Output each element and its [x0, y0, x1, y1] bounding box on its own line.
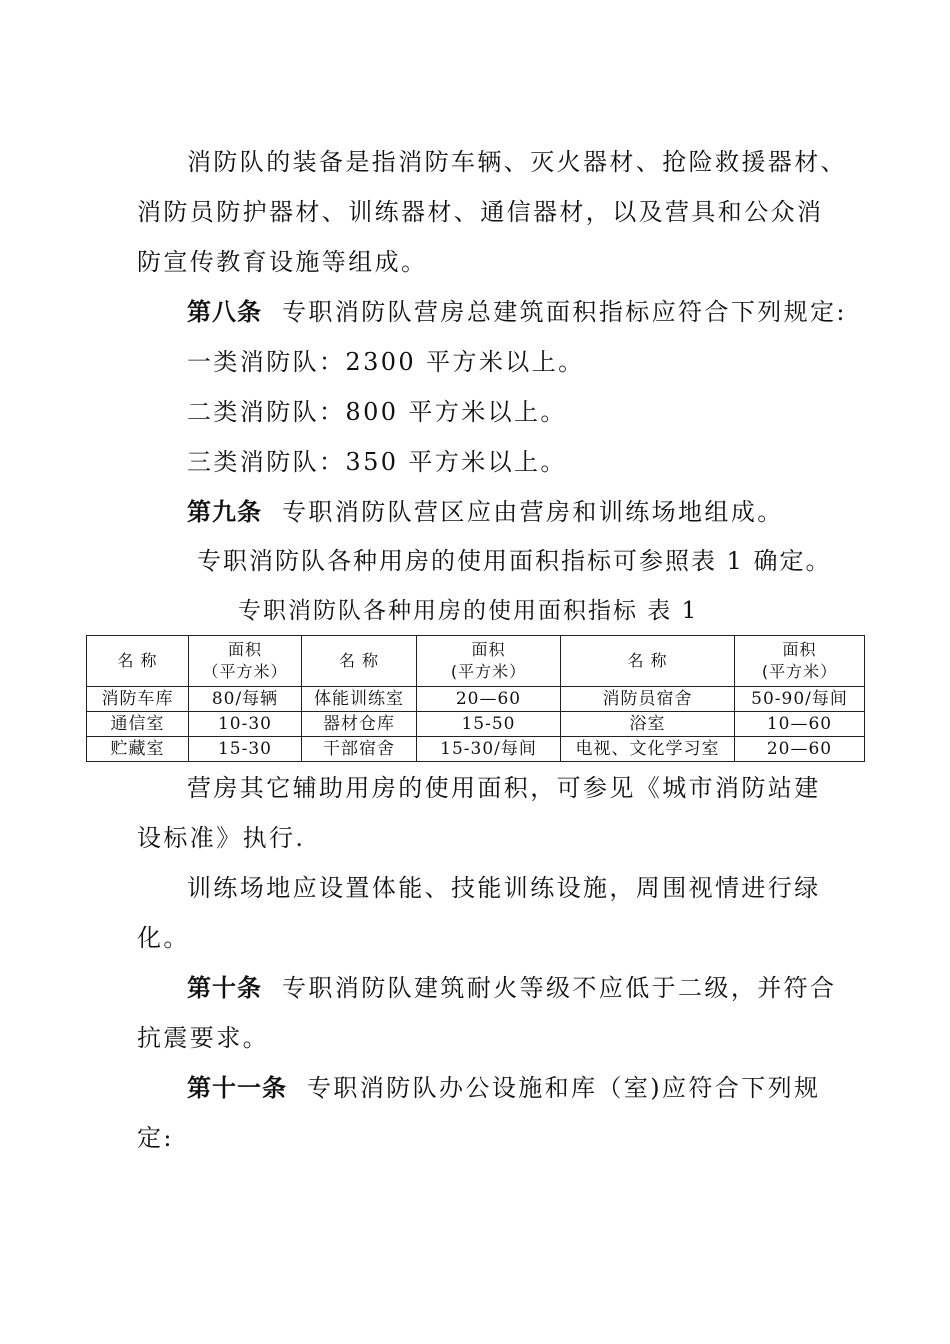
article-heading: 第八条 [187, 298, 262, 326]
table-cell: 电视、文化学习室 [561, 737, 735, 762]
paragraph-line: 训练场地应设置体能、技能训练设施，周围视情进行绿 [187, 874, 821, 902]
article-text: 专职消防队营区应由营房和训练场地组成。 [282, 498, 784, 526]
table-header-row [87, 636, 865, 687]
table-caption: 专职消防队各种用房的使用面积指标 表 1 [238, 598, 699, 624]
paragraph-line: 消防队的装备是指消防车辆、灭火器材、抢险救援器材、 [187, 148, 847, 176]
article-heading: 第十条 [187, 974, 262, 1002]
article-10 [0, 973, 950, 1003]
table-cell: 器材仓库 [302, 712, 417, 737]
table-cell: 20—60 [417, 687, 561, 712]
table-cell: 20—60 [735, 737, 865, 762]
article-text: 专职消防队营房总建筑面积指标应符合下列规定: [282, 298, 847, 326]
paragraph-line: 消防员防护器材、训练器材、通信器材，以及营具和公众消 [137, 198, 824, 226]
article-text: 专职消防队建筑耐火等级不应低于二级，并符合 [282, 974, 837, 1002]
header-area: 面积 (平方米） [735, 636, 865, 687]
table-row [87, 687, 865, 712]
article-heading: 第九条 [187, 498, 262, 526]
header-area: 面积 （平方米） [189, 636, 302, 687]
article-8 [0, 297, 950, 327]
article-heading: 第十一条 [187, 1074, 287, 1102]
table-cell: 10—60 [735, 712, 865, 737]
paragraph-line: 设标准》执行. [137, 824, 306, 852]
table-cell: 10-30 [189, 712, 302, 737]
header-area: 面积 (平方米） [417, 636, 561, 687]
table-cell: 15-30 [189, 737, 302, 762]
table-cell: 通信室 [87, 712, 189, 737]
article-9 [0, 497, 950, 527]
header-name: 名 称 [87, 636, 189, 687]
table-cell: 消防员宿舍 [561, 687, 735, 712]
table-cell: 消防车库 [87, 687, 189, 712]
header-name: 名 称 [561, 636, 735, 687]
table-row [87, 712, 865, 737]
table-cell: 干部宿舍 [302, 737, 417, 762]
paragraph-line: 一类消防队：2300 平方米以上。 [187, 348, 585, 376]
table-cell: 贮藏室 [87, 737, 189, 762]
table-cell: 体能训练室 [302, 687, 417, 712]
paragraph-line: 抗震要求。 [137, 1024, 269, 1052]
article-text: 专职消防队办公设施和库（室)应符合下列规 [307, 1074, 821, 1102]
paragraph-line: 二类消防队：800 平方米以上。 [187, 398, 567, 426]
table-cell: 浴室 [561, 712, 735, 737]
area-table [86, 635, 865, 762]
table-cell: 50-90/每间 [735, 687, 865, 712]
paragraph-line: 营房其它辅助用房的使用面积，可参见《城市消防站建 [187, 774, 821, 802]
table-row [87, 737, 865, 762]
paragraph-line: 定: [137, 1124, 174, 1152]
paragraph-line: 专职消防队各种用房的使用面积指标可参照表 1 确定。 [197, 547, 832, 575]
header-name: 名 称 [302, 636, 417, 687]
paragraph-line: 防宣传教育设施等组成。 [137, 248, 428, 276]
table-cell: 15-50 [417, 712, 561, 737]
table-cell: 15-30/每间 [417, 737, 561, 762]
table-cell: 80/每辆 [189, 687, 302, 712]
paragraph-line: 化。 [137, 924, 190, 952]
article-11 [0, 1073, 950, 1103]
paragraph-line: 三类消防队：350 平方米以上。 [187, 448, 567, 476]
